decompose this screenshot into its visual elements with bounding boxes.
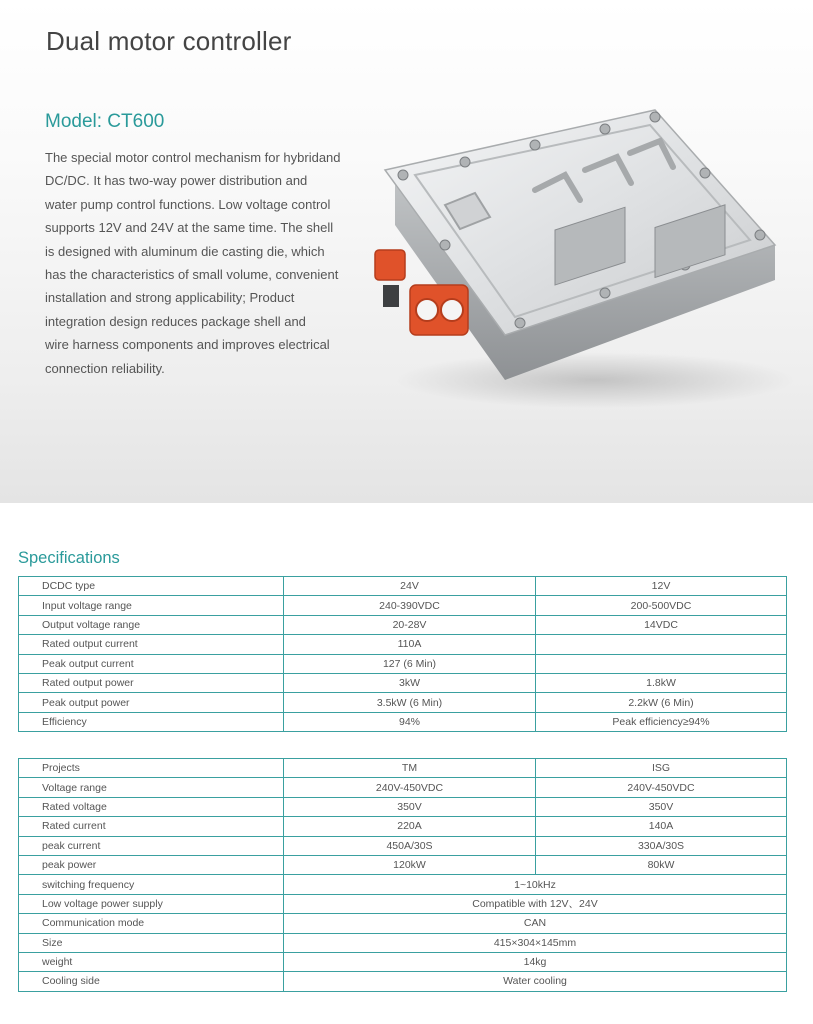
header-cell: Projects [19, 759, 284, 778]
table-row [19, 596, 787, 615]
cell-value: 140A [536, 817, 787, 836]
table-row [19, 836, 787, 855]
table-row [19, 952, 787, 971]
description-line: integration design reduces package shell and [45, 313, 306, 329]
cell-value: 94% [284, 712, 536, 731]
table-row [19, 654, 787, 673]
table-row [19, 673, 787, 692]
cell-value: 3kW [284, 673, 536, 692]
table-row [19, 693, 787, 712]
cell-value: 3.5kW (6 Min) [284, 693, 536, 712]
cell-value: 1.8kW [536, 673, 787, 692]
row-label: Rated current [19, 817, 284, 836]
row-label: Peak output power [19, 693, 284, 712]
cell-value: 240V-450VDC [284, 778, 536, 797]
cell-value [536, 654, 787, 673]
cell-value: 14kg [284, 952, 787, 971]
table-row [19, 712, 787, 731]
cell-value: 200-500VDC [536, 596, 787, 615]
product-image [355, 95, 795, 415]
cell-value: 415×304×145mm [284, 933, 787, 952]
motor-spec-table [18, 758, 787, 992]
table-row [19, 972, 787, 991]
cell-value: 350V [284, 797, 536, 816]
cell-value: 240-390VDC [284, 596, 536, 615]
table-row [19, 875, 787, 894]
table-header-row [19, 577, 787, 596]
cell-value: 220A [284, 817, 536, 836]
row-label: Input voltage range [19, 596, 284, 615]
description-line: is designed with aluminum die casting die, which [45, 243, 325, 259]
cell-value: 2.2kW (6 Min) [536, 693, 787, 712]
cell-value: 120kW [284, 855, 536, 874]
cell-value: Peak efficiency≥94% [536, 712, 787, 731]
header-cell: TM [284, 759, 536, 778]
row-label: peak power [19, 855, 284, 874]
row-label: Communication mode [19, 914, 284, 933]
cell-value: Compatible with 12V、24V [284, 894, 787, 913]
cell-value: 80kW [536, 855, 787, 874]
table-row [19, 778, 787, 797]
row-label: switching frequency [19, 875, 284, 894]
cell-value: 350V [536, 797, 787, 816]
header-cell: ISG [536, 759, 787, 778]
table-row [19, 855, 787, 874]
table-row [19, 615, 787, 634]
description-line: wire harness components and improves electrical [45, 337, 330, 353]
table-row [19, 797, 787, 816]
table-row [19, 914, 787, 933]
description-line: connection reliability. [45, 360, 165, 376]
table-row [19, 635, 787, 654]
cell-value: 20-28V [284, 615, 536, 634]
page-title: Dual motor controller [46, 26, 292, 56]
row-label: Efficiency [19, 712, 284, 731]
description-line: installation and strong applicability; Product [45, 290, 295, 306]
header-cell: 12V [536, 577, 787, 596]
description-line: supports 12V and 24V at the same time. The shell [45, 220, 334, 236]
row-label: weight [19, 952, 284, 971]
table-header-row [19, 759, 787, 778]
model-name: Model: CT600 [45, 111, 165, 132]
description-line: The special motor control mechanism for hybridand [45, 150, 341, 165]
row-label: Peak output current [19, 654, 284, 673]
row-label: Output voltage range [19, 615, 284, 634]
specifications-title: Specifications [18, 549, 120, 567]
table-row [19, 817, 787, 836]
header-cell: DCDC type [19, 577, 284, 596]
row-label: Rated voltage [19, 797, 284, 816]
header-cell: 24V [284, 577, 536, 596]
cell-value: 14VDC [536, 615, 787, 634]
cell-value: 127 (6 Min) [284, 654, 536, 673]
cell-value: 330A/30S [536, 836, 787, 855]
dcdc-spec-table [18, 576, 787, 732]
table-row [19, 933, 787, 952]
cell-value: 450A/30S [284, 836, 536, 855]
row-label: Size [19, 933, 284, 952]
row-label: Cooling side [19, 972, 284, 991]
description-line: DC/DC. It has two-way power distribution and [45, 173, 308, 189]
cell-value: 240V-450VDC [536, 778, 787, 797]
cell-value: 1~10kHz [284, 875, 787, 894]
description-line: water pump control functions. Low voltage control [45, 196, 331, 212]
cell-value: 110A [284, 635, 536, 654]
table-row [19, 894, 787, 913]
row-label: Rated output current [19, 635, 284, 654]
cell-value: CAN [284, 914, 787, 933]
row-label: Voltage range [19, 778, 284, 797]
product-description [45, 146, 345, 380]
description-line: has the characteristics of small volume, convenient [45, 267, 339, 283]
cell-value [536, 635, 787, 654]
row-label: peak current [19, 836, 284, 855]
cell-value: Water cooling [284, 972, 787, 991]
row-label: Low voltage power supply [19, 894, 284, 913]
row-label: Rated output power [19, 673, 284, 692]
